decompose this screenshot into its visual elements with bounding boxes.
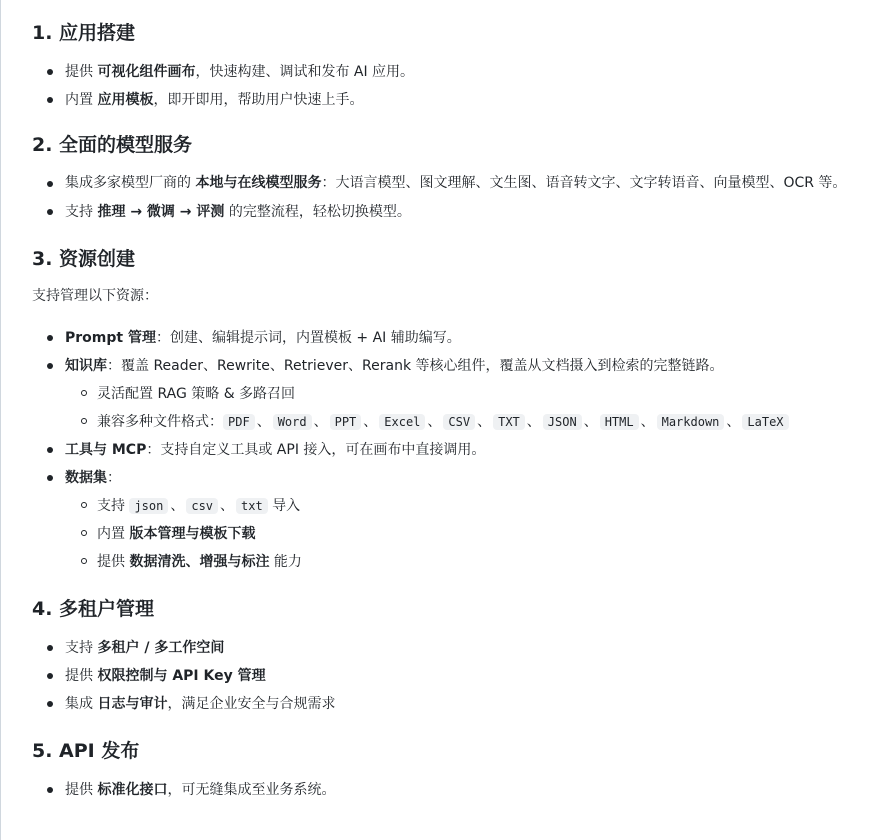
dataset-sublist [65,492,868,576]
knowledge-base-sublist [65,380,868,436]
resource-list [32,324,868,576]
heading-resource-creation: 3. 资源创建 [32,248,136,270]
inline-code: JSON [543,414,582,430]
app-building-list [32,58,868,114]
heading-model-service: 2. 全面的模型服务 [32,134,193,156]
list-item: 内置 应用模板，即开即用，帮助用户快速上手。 [32,86,868,114]
list-item-prompt: Prompt 管理：创建、编辑提示词，内置模板 + AI 辅助编写。 [32,324,868,352]
heading-api-publish: 5. API 发布 [32,740,140,762]
list-item: 支持 多租户 / 多工作空间 [32,634,868,662]
heading-app-building: 1. 应用搭建 [32,22,136,44]
left-border [0,0,1,840]
separator: 、 [256,414,271,430]
api-publish-list [32,776,868,804]
dataset-code-list [129,498,267,514]
heading-multi-tenant: 4. 多租户管理 [32,598,155,620]
list-item: 提供 标准化接口，可无缝集成至业务系统。 [32,776,868,804]
inline-code: Word [273,414,312,430]
list-item: 提供 数据清洗、增强与标注 能力 [65,548,868,576]
inline-code: Excel [379,414,425,430]
inline-code: PPT [330,414,362,430]
list-item: 内置 版本管理与模板下载 [65,520,868,548]
inline-code: TXT [493,414,525,430]
resource-intro: 支持管理以下资源： [32,288,158,304]
separator: 、 [313,414,328,430]
inline-code: csv [186,498,218,514]
list-item: 支持 json 、 csv 、 txt 导入 [65,492,868,520]
inline-code: Markdown [657,414,725,430]
separator: 、 [526,414,541,430]
list-item-tools: 工具与 MCP：支持自定义工具或 API 接入，可在画布中直接调用。 [32,436,868,464]
list-item: 灵活配置 RAG 策略 & 多路召回 [65,380,868,408]
list-item: 提供 可视化组件画布，快速构建、调试和发布 AI 应用。 [32,58,868,86]
list-item: 集成 日志与审计，满足企业安全与合规需求 [32,690,868,718]
separator: 、 [427,414,442,430]
separator: 、 [640,414,655,430]
model-service-list [32,170,868,226]
list-item: 支持 推理 → 微调 → 评测 的完整流程，轻松切换模型。 [32,198,868,226]
list-item-formats: 兼容多种文件格式： PDF 、 Word 、 PPT 、 Excel 、 CSV 、 TXT 、 JSON 、 HTML 、 Markdown 、 LaTeX [65,408,868,436]
inline-code: CSV [443,414,475,430]
inline-code: HTML [600,414,639,430]
format-code-list [223,414,789,430]
separator: 、 [477,414,492,430]
list-item-dataset: 数据集： 支持 json 、 csv 、 txt 导入 内置 版本管理与模板下载 提供 数据清洗、增强与标注 能力 [32,464,868,576]
inline-code: PDF [223,414,255,430]
list-item: 集成多家模型厂商的 本地与在线模型服务：大语言模型、图文理解、文生图、语音转文字、文字转语音、向量模型、OCR 等。 [32,170,868,196]
separator: 、 [363,414,378,430]
list-item-knowledge-base: 知识库：覆盖 Reader、Rewrite、Retriever、Rerank 等核心组件，覆盖从文档摄入到检索的完整链路。 灵活配置 RAG 策略 & 多路召回 兼容多种文件格式： PDF 、 Word 、 PPT 、 Excel 、 CSV 、 TXT 、 JSON 、 HTML 、 Markdown 、 LaTeX [32,352,868,436]
document-body [32,18,868,804]
list-item: 提供 权限控制与 API Key 管理 [32,662,868,690]
inline-code: LaTeX [742,414,788,430]
separator: 、 [220,498,235,514]
multi-tenant-list [32,634,868,718]
separator: 、 [726,414,741,430]
separator: 、 [170,498,185,514]
separator: 、 [583,414,598,430]
inline-code: json [129,498,168,514]
inline-code: txt [236,498,268,514]
